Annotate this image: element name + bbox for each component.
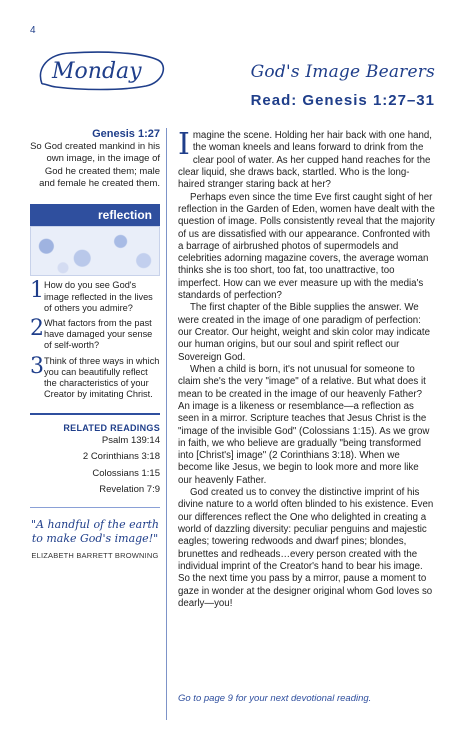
reflection-question [30, 280, 160, 314]
question-number: 1 [30, 278, 44, 304]
devotional-body [178, 127, 435, 610]
reflection-question [30, 318, 160, 352]
body-paragraph: God created us to convey the distinctive imprint of his divine nature to a world often blinded to his existence. Even our differences reflect the One who delighted in creating a world of dazzling diversity: peculiar penguins and majestic eagles; towering redwoods and dwarf pines; blondes, brunettes and redheads…every person created with the individual imprint of the Creator's hand to bear his image. So the next time you pass by a mirror, pause a moment to gaze in wonder at the designer original whom God loves so dearly—you! [178, 487, 434, 609]
devotion-title: God's Image Bearers [250, 62, 435, 82]
body-paragraph: The first chapter of the Bible supplies the answer. We were created in the image of one paradigm of perfection: our Creator. Our height, weight and skin color may indicate our human origins, but our soul and spirit reflect our Sovereign God. [178, 302, 431, 363]
question-text: Think of three ways in which you can beautifully reflect the characteristics of your Creator by imitating Christ. [44, 355, 160, 400]
question-text: What factors from the past have damaged your sense of self-worth? [44, 318, 153, 351]
sidebar [30, 128, 160, 560]
verse-reference: Genesis 1:27 [92, 128, 160, 140]
drop-cap: I [178, 127, 190, 162]
question-number: 3 [30, 353, 44, 379]
related-reading-item: Revelation 7:9 [99, 484, 160, 496]
day-badge [30, 46, 170, 96]
related-reading-item: 2 Corinthians 3:18 [82, 451, 160, 463]
next-reading-note: Go to page 9 for your next devotional reading. [178, 693, 372, 704]
related-reading-item: Psalm 139:14 [101, 434, 160, 446]
reflection-question [30, 353, 160, 401]
related-reading-item: Colossians 1:15 [92, 467, 160, 479]
body-paragraph-text: magine the scene. Holding her hair back with one hand, the woman kneels and leans forward to drink from the clear pool of water. As her cupped hand reaches for the clear liquid, she draws back, startled. Who is the long-haired stranger staring back at her? [178, 130, 432, 191]
reflection-heading: reflection [30, 204, 160, 226]
body-paragraph: Perhaps even since the time Eve first caught sight of her reflection in the Garden of Eden, women have dealt with the question of image. Polls consistently reveal that the majority of us are dissatisfied with our appearance. Confronted with a barrage of airbrushed photos of supermodels and celebrities adorning magazine covers, the average woman thinks she is too short, too fat, too unattractive, too imperfect. How can we ever measure up with the media's standards of perfection? [178, 191, 435, 302]
quote-text: "A handful of the earth to make God's image!" [31, 518, 159, 545]
related-readings [30, 413, 160, 500]
column-divider [166, 128, 167, 720]
body-paragraph [178, 127, 435, 192]
scripture-reading: Read: Genesis 1:27–31 [250, 92, 435, 109]
quote-author: ELIZABETH BARRETT BROWNING [31, 550, 159, 560]
related-readings-title: RELATED READINGS [63, 422, 160, 433]
verse-text: So God created mankind in his own image, in the image of God he created them; male and female he created them. [30, 141, 160, 190]
page-number: 4 [30, 25, 36, 36]
reflection-box [30, 204, 160, 400]
floral-image [30, 226, 160, 276]
body-paragraph: When a child is born, it's not unusual for someone to claim she's the very "image" of a relative. But what does it mean to be created in the image of our heavenly Father? An image is a likeness or resemblance—a reflection as seen in a mirror. Scripture teaches that Jesus Christ is the "image of the invisible God" (Colossians 1:15). As we grow in faith, we who believe are gradually "being transformed into [Christ's] image" (2 Corinthians 3:18). When we become like Jesus, we begin to look more and more like our heavenly Father. [178, 363, 430, 486]
day-badge-swash [30, 46, 170, 96]
quote-box [30, 507, 160, 560]
question-number: 2 [30, 316, 44, 342]
question-text: How do you see God's image reflected in the lives of others you admire? [44, 280, 153, 313]
day-label: Monday [52, 59, 142, 84]
